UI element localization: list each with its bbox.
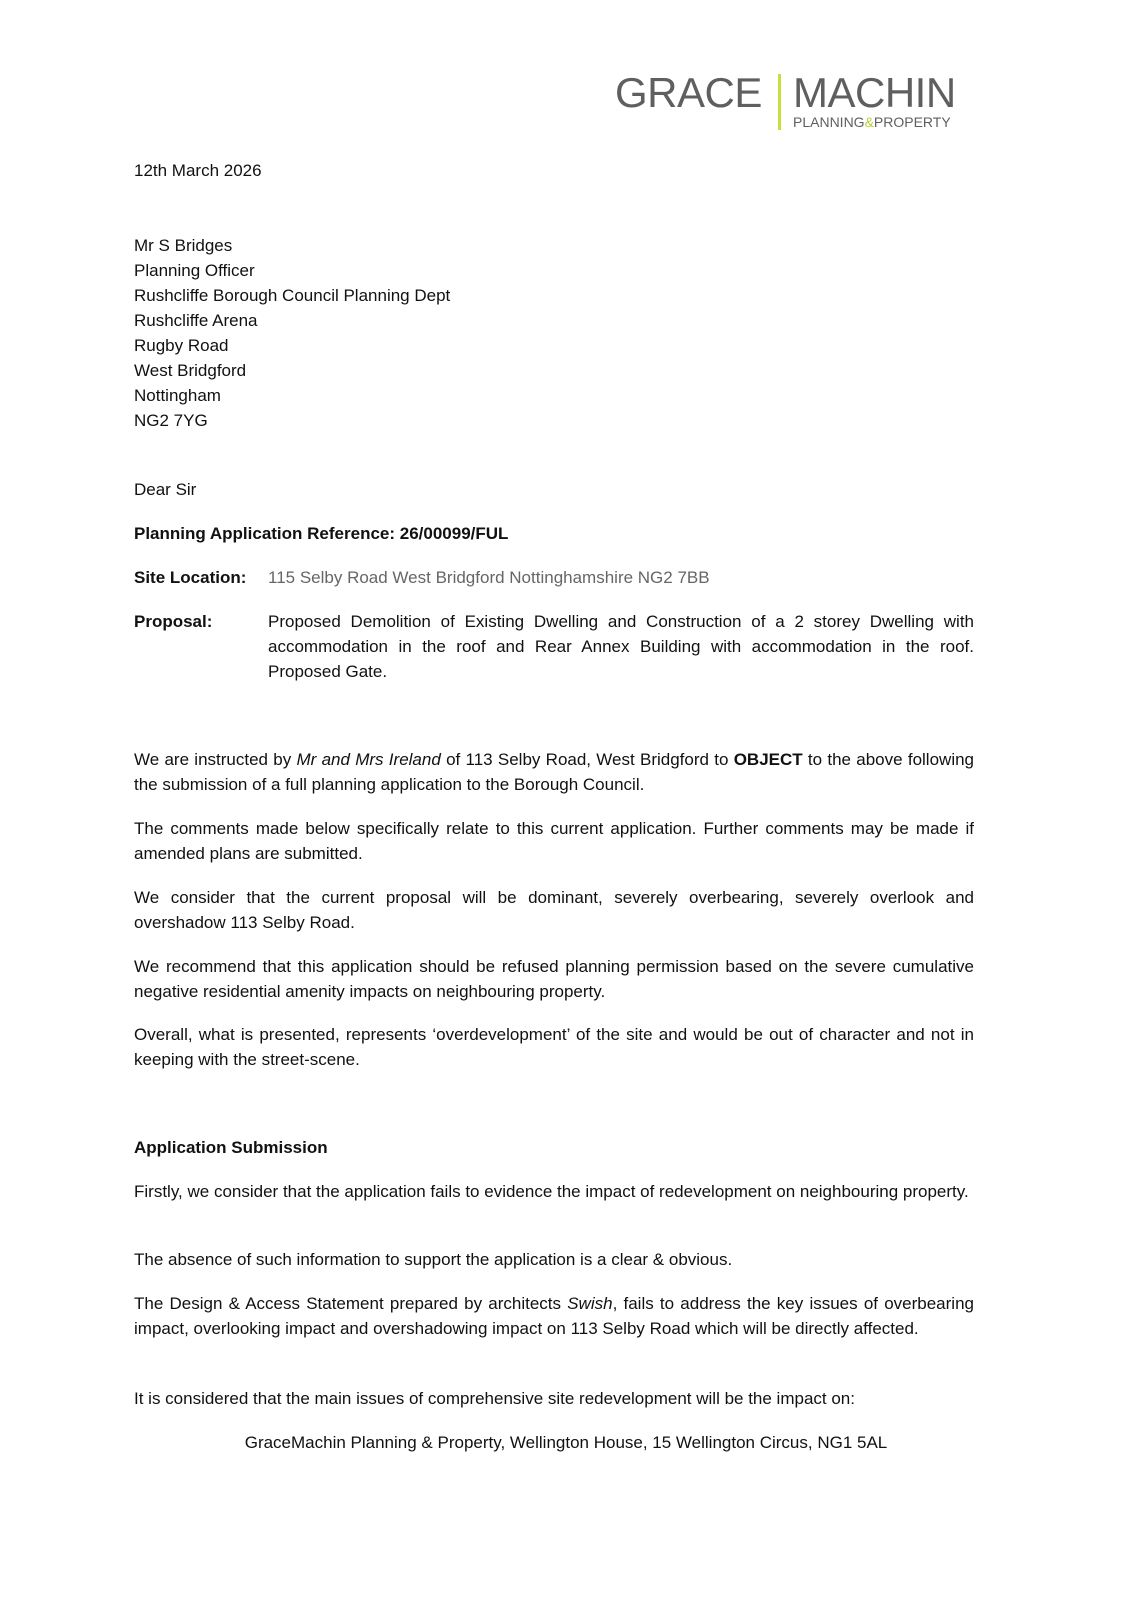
logo-grace: GRACE: [615, 69, 762, 116]
paragraph-design-access: [134, 1291, 974, 1341]
paragraph-instruction: [134, 747, 974, 797]
paragraph: Overall, what is presented, represents ‘overdevelopment’ of the site and would be out of character and not in keeping with the street-scene.: [134, 1025, 974, 1069]
client-name: Mr and Mrs Ireland: [296, 750, 441, 769]
address-line: Rushcliffe Arena: [134, 311, 258, 330]
paragraph: It is considered that the main issues of comprehensive site redevelopment will be the impact on:: [134, 1389, 855, 1408]
salutation: Dear Sir: [134, 480, 197, 499]
letter-date: 12th March 2026: [134, 161, 262, 180]
address-line: NG2 7YG: [134, 411, 208, 430]
text: of 113 Selby Road, West Bridgford to: [440, 750, 734, 769]
paragraph: We consider that the current proposal will be dominant, severely overbearing, severely overlook and overshadow 113 Selby Road.: [134, 888, 974, 932]
section-heading: Application Submission: [134, 1138, 328, 1157]
address-line: Planning Officer: [134, 261, 255, 280]
proposal-label: Proposal:: [134, 612, 213, 631]
address-line: Rushcliffe Borough Council Planning Dept: [134, 286, 451, 305]
object-emphasis: OBJECT: [733, 750, 803, 769]
address-line: West Bridgford: [134, 361, 247, 380]
logo-machin: MACHIN: [793, 69, 956, 116]
paragraph: The comments made below specifically relate to this current application. Further comments may be made if amended plans are submitted.: [134, 819, 974, 863]
address-line: Rugby Road: [134, 336, 229, 355]
logo-sub-a: PLANNING: [793, 114, 865, 130]
text: , fails to address the key issues of overbearing impact, overlooking impact and overshadowing impact on 113 Selby Road which will be directly affected.: [134, 1294, 974, 1338]
logo-subtitle: [793, 114, 951, 130]
paragraph: The absence of such information to support the application is a clear & obvious.: [134, 1250, 733, 1269]
site-location-value: 115 Selby Road West Bridgford Nottinghamshire NG2 7BB: [268, 568, 710, 587]
application-reference: Planning Application Reference: 26/00099/FUL: [134, 524, 509, 543]
text: to the above following the submission of a full planning application to the Borough Council.: [134, 750, 975, 794]
text: We are instructed by: [134, 750, 297, 769]
address-line: Nottingham: [134, 386, 221, 405]
proposal: [134, 609, 974, 684]
text: The Design & Access Statement prepared by architects: [134, 1294, 568, 1313]
logo-sub-b: PROPERTY: [873, 114, 951, 130]
site-location-label: Site Location:: [134, 568, 247, 587]
page-footer: GraceMachin Planning & Property, Wellington House, 15 Wellington Circus, NG1 5AL: [244, 1433, 888, 1452]
company-logo: [615, 70, 975, 132]
proposal-value: Proposed Demolition of Existing Dwelling and Construction of a 2 storey Dwelling with accommodation in the roof and Rear Annex Building with accommodation in the roof. Proposed Gate.: [268, 612, 974, 681]
paragraph: We recommend that this application should be refused planning permission based on the severe cumulative negative residential amenity impacts on neighbouring property.: [134, 957, 974, 1001]
paragraph: Firstly, we consider that the application fails to evidence the impact of redevelopment on neighbouring property.: [134, 1182, 969, 1201]
site-location: [134, 565, 974, 590]
recipient-address: [134, 233, 974, 433]
logo-sub-amp: &: [864, 114, 874, 130]
architect-name: Swish: [567, 1294, 613, 1313]
logo-divider: [778, 74, 781, 130]
address-line: Mr S Bridges: [134, 236, 233, 255]
